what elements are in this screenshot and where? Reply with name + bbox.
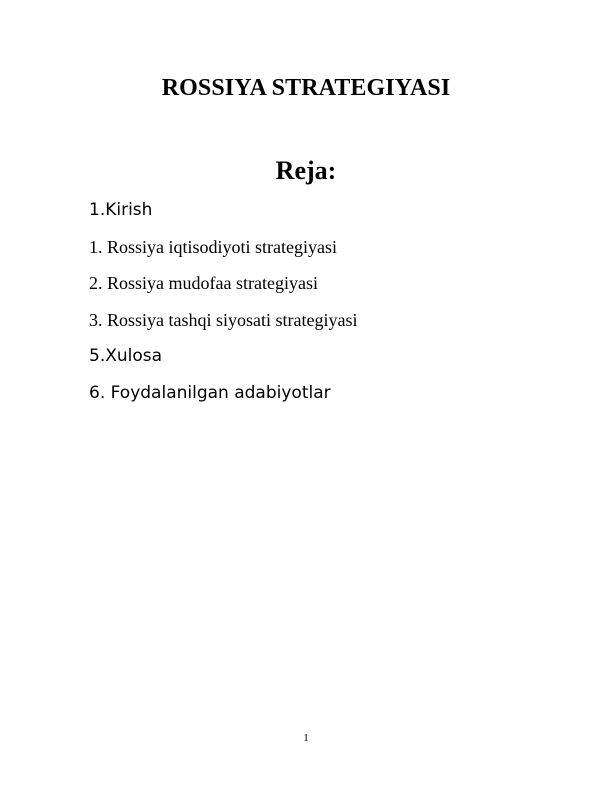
plan-item-foreign-policy-strategy: 3. Rossiya tashqi siyosati strategiyasi [89,309,358,330]
plan-heading: Reja: [275,156,337,185]
page-number: 1 [303,732,309,744]
plan-item-conclusion: 5.Xulosa [89,346,163,366]
plan-item-introduction: 1.Kirish [89,200,153,220]
document-title: ROSSIYA STRATEGIYASI [161,75,451,101]
plan-item-defense-strategy: 2. Rossiya mudofaa strategiyasi [89,273,318,293]
plan-item-economy-strategy: 1. Rossiya iqtisodiyoti strategiyasi [89,236,337,257]
plan-item-references: 6. Foydalanilgan adabiyotlar [89,382,331,403]
plan-list [89,199,569,418]
